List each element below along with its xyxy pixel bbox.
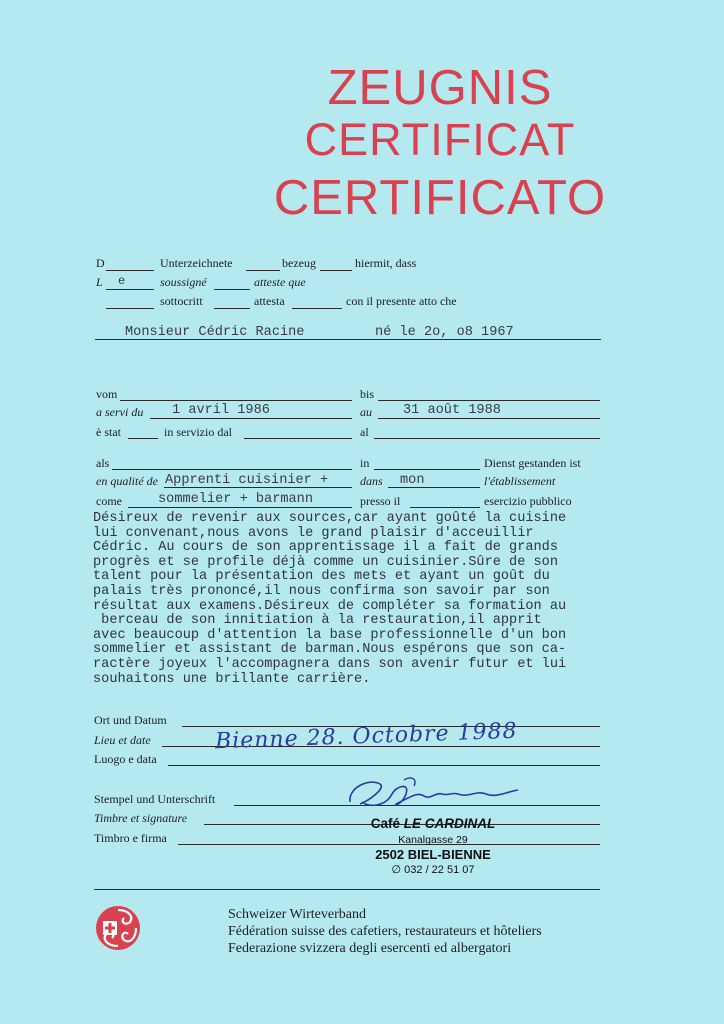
label-stempel-und-unterschrift: Stempel und Unterschrift: [94, 792, 216, 806]
blank-line: [106, 289, 154, 290]
stamp-phone-number: 032 / 22 51 07: [404, 864, 475, 876]
stamp-cafe-name: [348, 816, 518, 831]
title-certificat: CERTIFICAT: [304, 114, 576, 165]
person-birth-date: né le 2o, o8 1967: [375, 325, 514, 340]
title-certificato: CERTIFICATO: [273, 171, 607, 225]
label-presso-il: presso il: [360, 494, 401, 508]
person-line: [95, 339, 601, 340]
blank-line: [410, 507, 480, 508]
label-a-servi-du: a servi du: [96, 405, 144, 419]
blank-line: [244, 438, 352, 439]
stamp-city: 2502 BIEL-BIENNE: [375, 847, 491, 862]
label-vom: vom: [96, 387, 118, 401]
blank-line: [168, 765, 600, 766]
footer-association: [228, 906, 542, 957]
label-esercizio: esercizio pubblico: [484, 494, 572, 508]
stamp-name: LE CARDINAL: [403, 816, 496, 831]
label-etablissement: l'établissement: [484, 474, 556, 488]
header-fr-word1: soussigné: [160, 275, 207, 289]
header-de-word1: Unterzeichnete: [160, 256, 233, 270]
label-lieu-et-date: Lieu et date: [94, 733, 151, 747]
header-de-prefix: D: [96, 256, 105, 270]
label-au: au: [360, 405, 372, 419]
phone-icon: ∅: [391, 864, 402, 876]
blank-line: [214, 308, 250, 309]
blank-line: [128, 507, 352, 508]
role-value-2: sommelier + barmann: [158, 492, 313, 507]
label-bis: bis: [360, 387, 375, 401]
blank-line: [388, 487, 480, 488]
label-timbro-e-firma: Timbro e firma: [94, 831, 167, 845]
label-dans: dans: [360, 474, 383, 488]
blank-line: [112, 469, 352, 470]
footer-line-french: Fédération suisse des cafetiers, restaurateurs et hôteliers: [228, 924, 542, 939]
place-value: mon: [400, 473, 425, 488]
stamp-block: [348, 816, 518, 876]
header-de-word3: hiermit, dass: [355, 256, 417, 270]
label-ort-und-datum: Ort und Datum: [94, 713, 167, 727]
header-fr-word2: atteste que: [254, 275, 306, 289]
blank-line: [128, 438, 158, 439]
label-in: in: [360, 456, 370, 470]
label-luogo-e-data: Luogo e data: [94, 752, 157, 766]
footer-line-italian: Federazione svizzera degli esercenti ed albergatori: [228, 941, 512, 956]
label-timbre-et-signature: Timbre et signature: [94, 811, 188, 825]
signature: [340, 772, 540, 818]
handwritten-place-date: Bienne 28. Octobre 1988: [214, 718, 518, 755]
blank-line: [106, 270, 154, 271]
header-it-word2: attesta: [254, 294, 285, 308]
end-date-value: 31 août 1988: [403, 403, 501, 418]
stamp-cafe-label: Café: [370, 816, 400, 831]
start-date-value: 1 avril 1986: [172, 403, 270, 418]
header-fr-fill: e: [118, 274, 126, 288]
swiss-federation-logo-icon: [94, 904, 142, 952]
blank-line: [150, 418, 352, 419]
blank-line: [246, 270, 280, 271]
header-de-word2: bezeug: [282, 256, 316, 270]
blank-line: [106, 308, 154, 309]
footer-divider: [94, 889, 600, 890]
blank-line: [378, 400, 600, 401]
label-come: come: [96, 494, 122, 508]
title-zeugnis: ZEUGNIS: [327, 61, 553, 115]
stamp-phone: [348, 863, 518, 876]
certificate-body-text: Désireux de revenir aux sources,car ayant goûté la cuisine lui convenant,nous avons le grand plaisir d'acceuillir Cédric. Au cours de son apprentissage il a fait de grands progrès et se profile déjà comme un cuisinier.Sûre de son talent pour la présentation des mets et ayant un goût du palais très prononcé,il nous confirma son savoir par son résultat aux examens.Désireux de compléter sa formation au berceau de son innitiation à la restauration,il apprit avec beaucoup d'attention la base professionnelle d'un bon sommelier et assistant de barman.Nous espérons que son ca- ractère joyeux l'accompagnera dans son avenir futur et lui souhaitons une brillante carrière.: [93, 511, 567, 687]
stamp-street: Kanalgasse 29: [398, 834, 468, 846]
footer-line-german: Schweizer Wirteverband: [228, 907, 366, 922]
blank-line: [378, 418, 600, 419]
blank-line: [120, 400, 352, 401]
blank-line: [374, 469, 480, 470]
label-als: als: [96, 456, 110, 470]
label-en-qualite-de: en qualité de: [96, 474, 158, 488]
blank-line: [320, 270, 352, 271]
label-dienst: Dienst gestanden ist: [484, 456, 581, 470]
header-it-word3: con il presente atto che: [346, 294, 457, 308]
blank-line: [164, 487, 352, 488]
header-it-word1: sottocritt: [160, 294, 203, 308]
label-e-stat: è stat: [96, 425, 121, 439]
person-name: Monsieur Cédric Racine: [125, 325, 305, 340]
blank-line: [292, 308, 342, 309]
role-value-1: Apprenti cuisinier +: [165, 473, 329, 488]
label-al: al: [360, 425, 369, 439]
label-in-servizio-dal: in servizio dal: [164, 425, 232, 439]
blank-line: [214, 289, 250, 290]
header-fr-prefix: L: [96, 275, 103, 289]
blank-line: [374, 438, 600, 439]
